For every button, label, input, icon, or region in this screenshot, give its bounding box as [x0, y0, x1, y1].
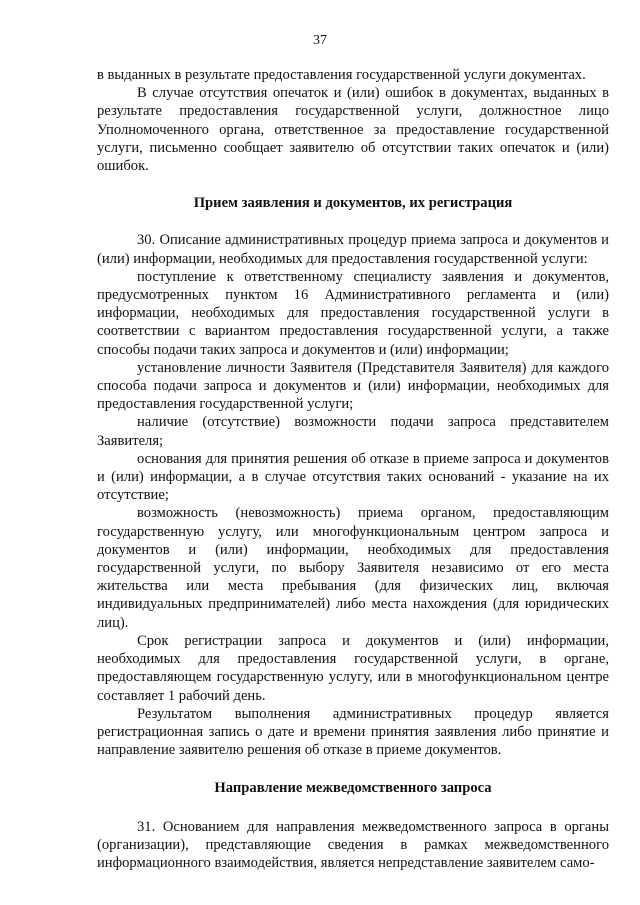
section-heading: Прием заявления и документов, их регистрация — [193, 195, 513, 212]
paragraph: Результатом выполнения административных процедур является регистрационная запись о дате и времени принятия заявления либо принятие и направление заявителю решения об отказе в приеме документов. — [97, 705, 609, 759]
list-item: основания для принятия решения об отказе в приеме запроса и документов и (или) информации, а в случае отсутствия таких оснований - указание на их отсутствие; — [97, 450, 609, 504]
list-item: возможность (невозможность) приема органом, предоставляющим государственную услугу, или многофункциональным центром запроса и документов и (или) информации, необходимых для предоставления государственной услуги, по выбору Заявителя независимо от его места жительства или места пребывания (для физических лиц, включая индивидуальных предпринимателей) либо места нахождения (для юридических лиц). — [97, 505, 609, 631]
list-item: поступление к ответственному специалисту заявления и документов, предусмотренных пунктом 16 Административного регламента и (или) информации, необходимых для предоставления государственной услуги в соответствии с вариантом предоставления государственной услуги, а также способы подачи таких запроса и документов и (или) информации; — [97, 268, 609, 358]
paragraph: 30. Описание административных процедур приема запроса и документов и (или) информации, необходимых для предоставления государственной услуги: — [97, 232, 609, 267]
list-item: установление личности Заявителя (Представителя Заявителя) для каждого способа подачи запроса и документов и (или) информации, необходимых для предоставления государственной услуги; — [97, 359, 609, 413]
list-item: наличие (отсутствие) возможности подачи запроса представителем Заявителя; — [97, 414, 609, 449]
section-heading: Направление межведомственного запроса — [214, 780, 492, 797]
paragraph: 31. Основанием для направления межведомственного запроса в органы (организации), представляющие сведения в рамках межведомственного информационного взаимодействия, является непредставление заявителем само- — [97, 818, 609, 871]
paragraph: в выданных в результате предоставления государственной услуги документах. — [97, 67, 586, 83]
paragraph: В случае отсутствия опечаток и (или) ошибок в документах, выданных в результате предоставления государственной услуги, должностное лицо Уполномоченного органа, ответственное за предоставление государственной услуги, письменно сообщает заявителю об отсутствии таких опечаток и (или) ошибок. — [97, 85, 609, 175]
document-body — [97, 66, 609, 872]
paragraph: Срок регистрации запроса и документов и (или) информации, необходимых для предоставления государственной услуги, в органе, предоставляющем государственную услугу, или в многофункциональном центре составляет 1 рабочий день. — [97, 632, 609, 704]
page-number: 37 — [313, 33, 327, 48]
